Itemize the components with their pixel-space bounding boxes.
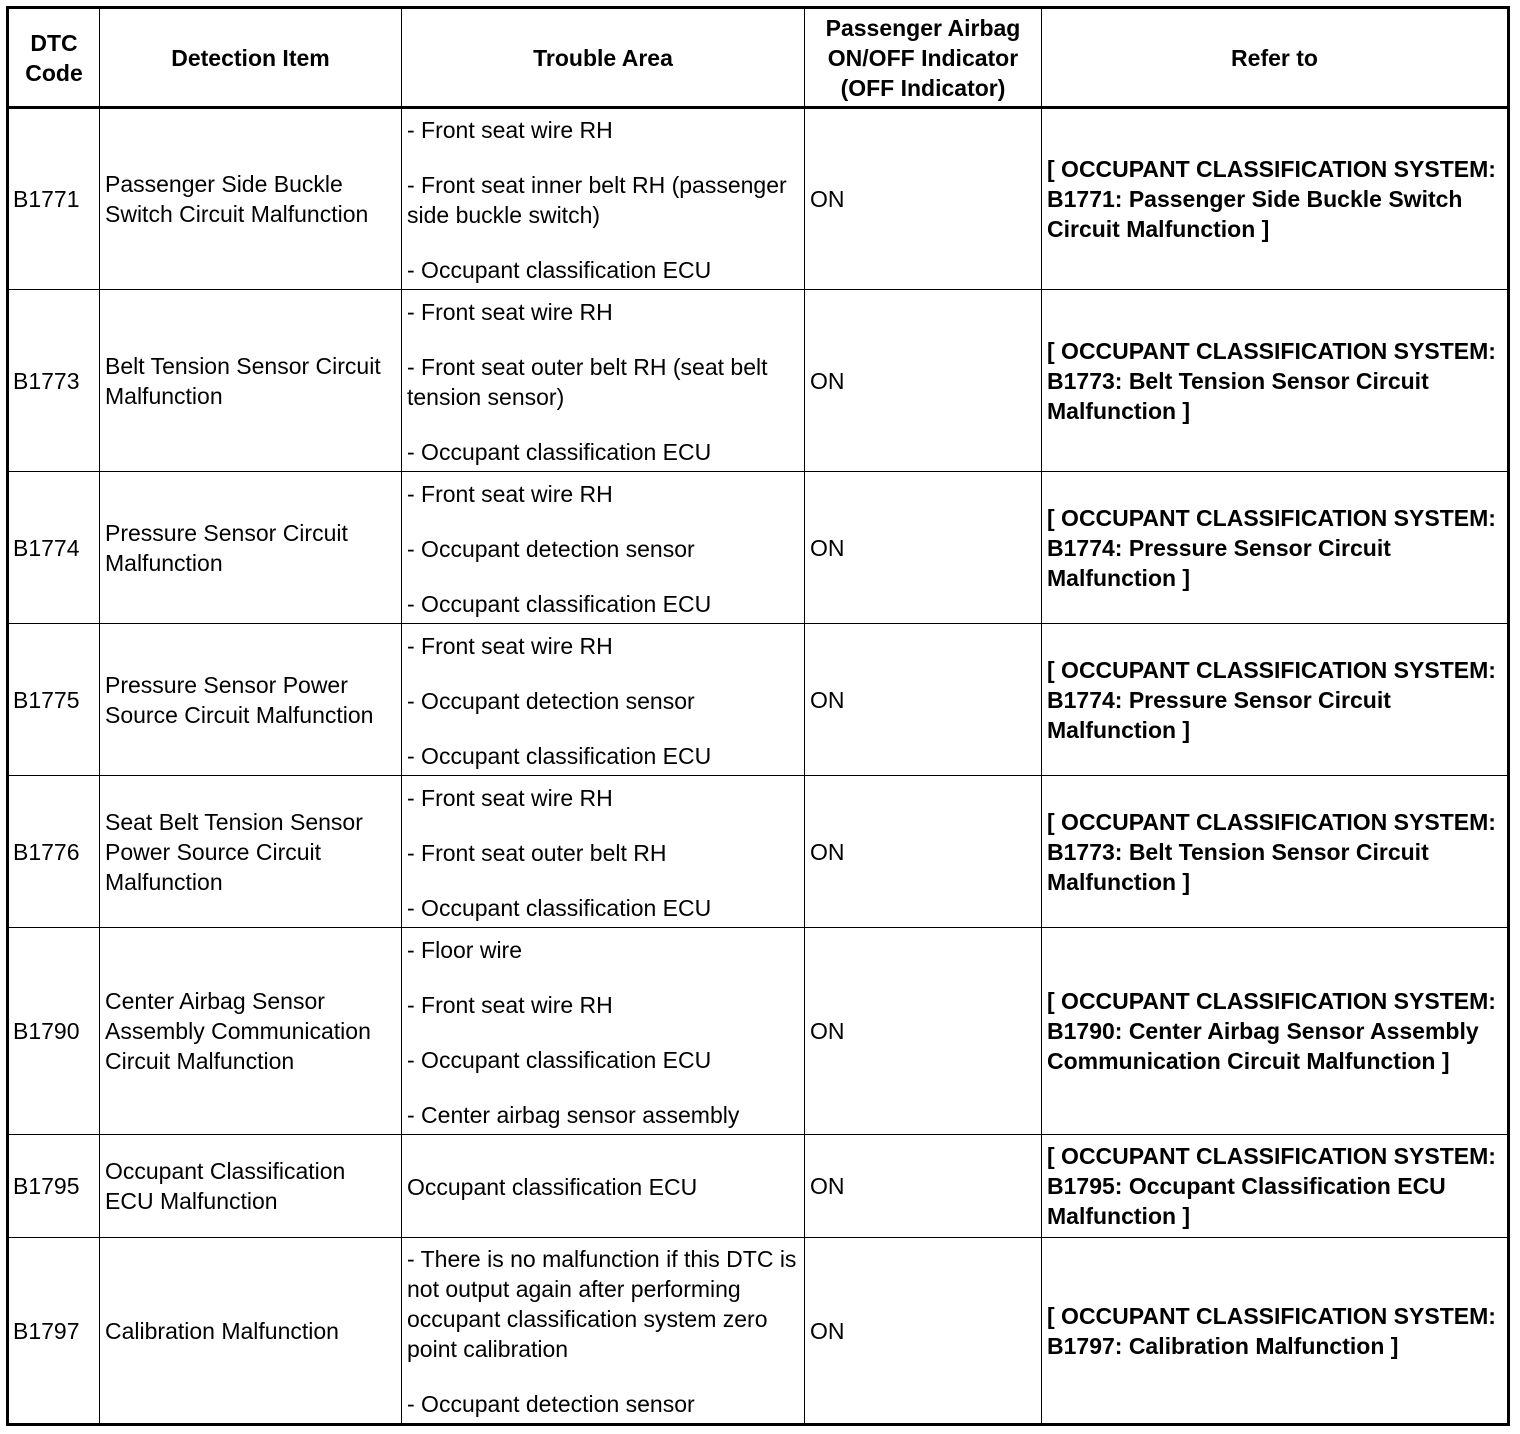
trouble-area-item: - Occupant detection sensor [407,687,695,714]
trouble-area-cell [402,1238,805,1425]
trouble-area-cell [402,928,805,1135]
trouble-area-cell [402,1135,805,1238]
header-row [8,8,1509,108]
detection-item-cell: Belt Tension Sensor Circuit Malfunction [100,290,402,472]
indicator-cell: ON [805,1135,1042,1238]
trouble-area-item: - Center airbag sensor assembly [407,1101,740,1128]
indicator-cell: ON [805,928,1042,1135]
trouble-area-item: - Front seat wire RH [407,117,613,143]
trouble-area-item: - Occupant detection sensor [407,1391,695,1417]
refer-to-cell: [ OCCUPANT CLASSIFICATION SYSTEM: B1771: Passenger Side Buckle Switch Circuit Malfunction ] [1042,108,1509,290]
header-trouble-area: Trouble Area [402,8,805,108]
refer-to-cell: [ OCCUPANT CLASSIFICATION SYSTEM: B1795: Occupant Classification ECU Malfunction ] [1042,1135,1509,1238]
trouble-area-item: - Occupant classification ECU [407,590,712,617]
trouble-area-cell [402,776,805,928]
indicator-cell: ON [805,776,1042,928]
header-detection-item: Detection Item [100,8,402,108]
table-row [8,776,1509,928]
dtc-table [6,6,1510,1426]
table-row [8,472,1509,624]
dtc-code-cell: B1774 [8,472,100,624]
indicator-cell: ON [805,290,1042,472]
trouble-area-item: Occupant classification ECU [407,1174,698,1200]
dtc-code-cell: B1790 [8,928,100,1135]
refer-to-cell: [ OCCUPANT CLASSIFICATION SYSTEM: B1773: Belt Tension Sensor Circuit Malfunction ] [1042,776,1509,928]
indicator-cell: ON [805,472,1042,624]
trouble-area-item: - Front seat outer belt RH (seat belt tension sensor) [407,353,768,410]
trouble-area-item: - Front seat wire RH [407,298,613,325]
trouble-area-item: - Floor wire [407,936,523,963]
header-dtc-code: DTC Code [8,8,100,108]
table-row [8,624,1509,776]
dtc-code-cell: B1771 [8,108,100,290]
trouble-area-item: - Front seat wire RH [407,784,613,811]
detection-item-cell: Occupant Classification ECU Malfunction [100,1135,402,1238]
trouble-area-item: - There is no malfunction if this DTC is not output again after performing occupant classification system zero point calibration [407,1246,797,1362]
table-row [8,1135,1509,1238]
detection-item-cell: Center Airbag Sensor Assembly Communication Circuit Malfunction [100,928,402,1135]
dtc-code-cell: B1776 [8,776,100,928]
detection-item-cell: Pressure Sensor Power Source Circuit Malfunction [100,624,402,776]
trouble-area-item: - Front seat wire RH [407,480,613,507]
trouble-area-item: - Occupant classification ECU [407,894,712,921]
indicator-cell: ON [805,624,1042,776]
trouble-area-item: - Occupant detection sensor [407,535,695,562]
trouble-area-cell [402,108,805,290]
indicator-cell: ON [805,108,1042,290]
detection-item-cell: Seat Belt Tension Sensor Power Source Circuit Malfunction [100,776,402,928]
dtc-code-cell: B1797 [8,1238,100,1425]
header-indicator: Passenger Airbag ON/OFF Indicator (OFF Indicator) [805,8,1042,108]
detection-item-cell: Pressure Sensor Circuit Malfunction [100,472,402,624]
trouble-area-item: - Occupant classification ECU [407,1046,712,1073]
table-body [8,108,1509,1425]
refer-to-cell: [ OCCUPANT CLASSIFICATION SYSTEM: B1774: Pressure Sensor Circuit Malfunction ] [1042,624,1509,776]
trouble-area-item: - Front seat wire RH [407,991,613,1018]
trouble-area-cell [402,290,805,472]
dtc-code-cell: B1775 [8,624,100,776]
trouble-area-item: - Occupant classification ECU [407,742,712,769]
trouble-area-item: - Front seat inner belt RH (passenger side buckle switch) [407,172,787,228]
table-row [8,928,1509,1135]
refer-to-cell: [ OCCUPANT CLASSIFICATION SYSTEM: B1774: Pressure Sensor Circuit Malfunction ] [1042,472,1509,624]
trouble-area-item: - Occupant classification ECU [407,438,712,465]
table-header [8,8,1509,108]
detection-item-cell: Calibration Malfunction [100,1238,402,1425]
dtc-code-cell: B1795 [8,1135,100,1238]
refer-to-cell: [ OCCUPANT CLASSIFICATION SYSTEM: B1790: Center Airbag Sensor Assembly Communication Circuit Malfunction ] [1042,928,1509,1135]
refer-to-cell: [ OCCUPANT CLASSIFICATION SYSTEM: B1773: Belt Tension Sensor Circuit Malfunction ] [1042,290,1509,472]
table-row [8,290,1509,472]
trouble-area-item: - Front seat outer belt RH [407,839,667,866]
indicator-cell: ON [805,1238,1042,1425]
refer-to-cell: [ OCCUPANT CLASSIFICATION SYSTEM: B1797: Calibration Malfunction ] [1042,1238,1509,1425]
trouble-area-cell [402,624,805,776]
dtc-code-cell: B1773 [8,290,100,472]
trouble-area-cell [402,472,805,624]
trouble-area-item: - Occupant classification ECU [407,257,712,283]
trouble-area-item: - Front seat wire RH [407,632,613,659]
detection-item-cell: Passenger Side Buckle Switch Circuit Malfunction [100,108,402,290]
table-row [8,108,1509,290]
header-refer-to: Refer to [1042,8,1509,108]
table-row [8,1238,1509,1425]
